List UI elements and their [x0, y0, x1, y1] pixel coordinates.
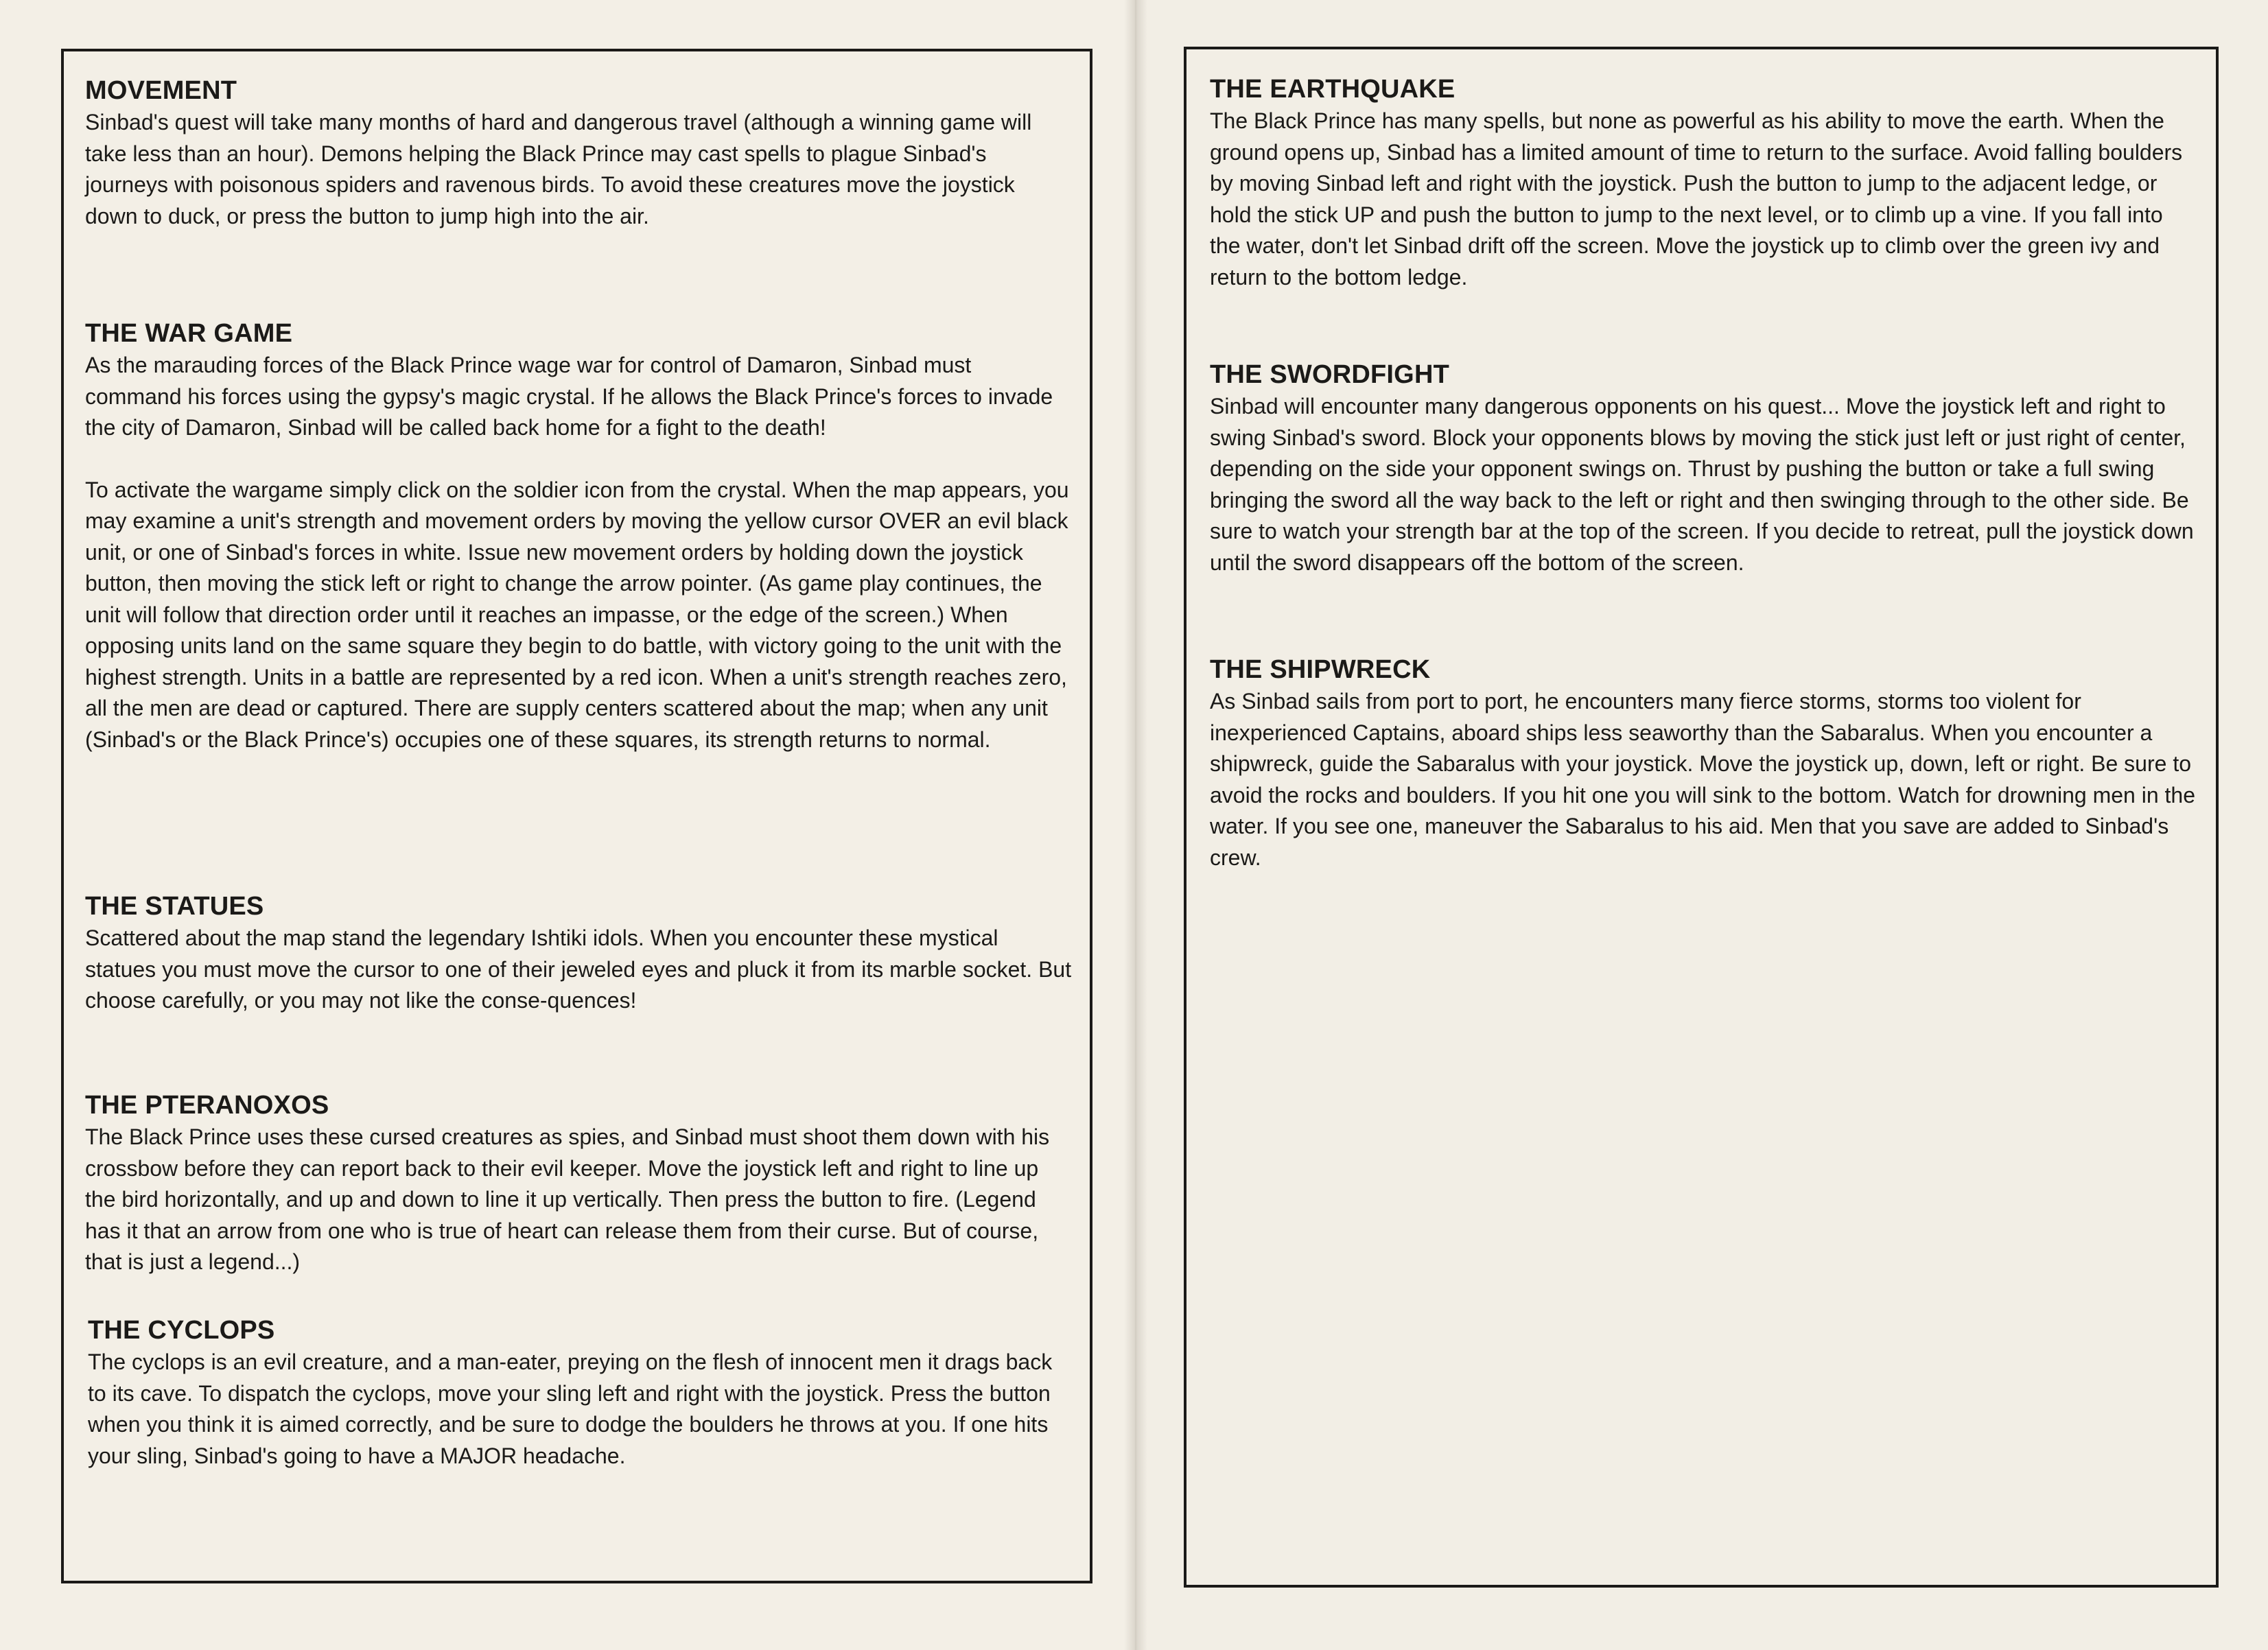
section-paragraph: Sinbad will encounter many dangerous opponents on his quest... Move the joystick left and right to swing Sinbad's sword. Block your opponents blows by moving the stick just left or just right of center, depending on the side your opponent swings on. Thrust by pushing the button or take a full swing bringing the sword all the way back to the left or right and then swinging through to the other side. Be sure to watch your strength bar at the top of the screen. If you decide to retreat, pull the joystick down until the sword disappears off the bottom of the screen. — [1210, 394, 2194, 575]
section-paragraph: To activate the wargame simply click on the soldier icon from the crystal. When the map appears, you may examine a unit's strength and movement orders by moving the yellow cursor OVER an evil black unit, or one of Sinbad's forces in white. Issue new movement orders by holding down the joystick button, then moving the stick left or right to change the arrow pointer. (As game play continues, the unit will follow that direction order until it reaches an impasse, or the edge of the screen.) When opposing units land on the same square they begin to do battle, with victory going to the unit with the highest strength. Units in a battle are represented by a red icon. When a unit's strength reaches zero, all the men are dead or captured. There are supply centers scattered about the map; when any unit (Sinbad's or the Black Prince's) occupies one of these squares, its strength returns to normal. — [85, 477, 1069, 752]
section-heading: THE WAR GAME — [85, 319, 293, 348]
section-movement — [85, 74, 1073, 232]
section-heading: THE SWORDFIGHT — [1210, 360, 1449, 389]
section-paragraph: As Sinbad sails from port to port, he encounters many fierce storms, storms too violent for inexperienced Captains, aboard ships less seaworthy than the Sabaralus. When you encounter a shipwreck, guide the Sabaralus with your joystick. Move the joystick up, down, left or right. Be sure to avoid the rocks and boulders. If you hit one you will sink to the bottom. Watch for drowning men in the water. If you see one, maneuver the Sabaralus to his aid. Men that you save are added to Sinbad's crew. — [1210, 689, 2196, 870]
section-heading: THE SHIPWRECK — [1210, 655, 1431, 684]
section-paragraph: Sinbad's quest will take many months of hard and dangerous travel (although a winning game will take less than an hour). Demons helping the Black Prince may cast spells to plague Sinbad's journeys with poisonous spiders and ravenous birds. To avoid these creatures move the joystick down to duck, or press the button to jump high into the air. — [85, 110, 1032, 228]
section-heading: MOVEMENT — [85, 76, 237, 105]
section-paragraph: The Black Prince has many spells, but none as powerful as his ability to move the earth. When the ground opens up, Sinbad has a limited amount of time to return to the surface. Avoid falling boulders by moving Sinbad left and right with the joystick. Push the button to jump to the adjacent ledge, or hold the stick UP and push the button to jump to the next level, or to climb up a vine. If you fall into the water, don't let Sinbad drift off the screen. Move the joystick up to climb over the green ivy and return to the bottom ledge. — [1210, 108, 2183, 290]
section-shipwreck — [1210, 653, 2198, 873]
section-paragraph: The Black Prince uses these cursed creatures as spies, and Sinbad must shoot them down with his crossbow before they can report back to their evil keeper. Move the joystick left and right to line up the bird horizontally, and up and down to line it up vertically. Then press the button to fire. (Legend has it that an arrow from one who is true of heart can release them from their curse. But of course, that is just a legend...) — [85, 1124, 1050, 1274]
page-gutter — [1124, 0, 1147, 1650]
section-paragraph: Scattered about the map stand the legendary Ishtiki idols. When you encounter these mystical statues you must move the cursor to one of their jeweled eyes and pluck it from its marble socket. But choose carefully, or you may not like the conse-quences! — [85, 926, 1072, 1013]
section-paragraph: As the marauding forces of the Black Prince wage war for control of Damaron, Sinbad must command his forces using the gypsy's magic crystal. If he allows the Black Prince's forces to invade the city of Damaron, Sinbad will be called back home for a fight to the death! — [85, 353, 1053, 440]
section-war-game — [85, 317, 1073, 755]
section-heading: THE PTERANOXOS — [85, 1091, 329, 1120]
section-heading: THE EARTHQUAKE — [1210, 75, 1456, 104]
section-swordfight — [1210, 358, 2198, 578]
section-earthquake — [1210, 73, 2198, 293]
section-paragraph: The cyclops is an evil creature, and a man-eater, preying on the flesh of innocent men it drags back to its cave. To dispatch the cyclops, move your sling left and right with the joystick. Press the button when you think it is aimed correctly, and be sure to dodge the boulders he throws at you. If one hits your sling, Sinbad's going to have a MAJOR headache. — [88, 1350, 1053, 1468]
section-heading: THE CYCLOPS — [88, 1316, 275, 1345]
section-heading: THE STATUES — [85, 892, 264, 921]
section-statues — [85, 890, 1073, 1017]
section-cyclops — [88, 1314, 1076, 1472]
section-pteranoxos — [85, 1089, 1073, 1278]
